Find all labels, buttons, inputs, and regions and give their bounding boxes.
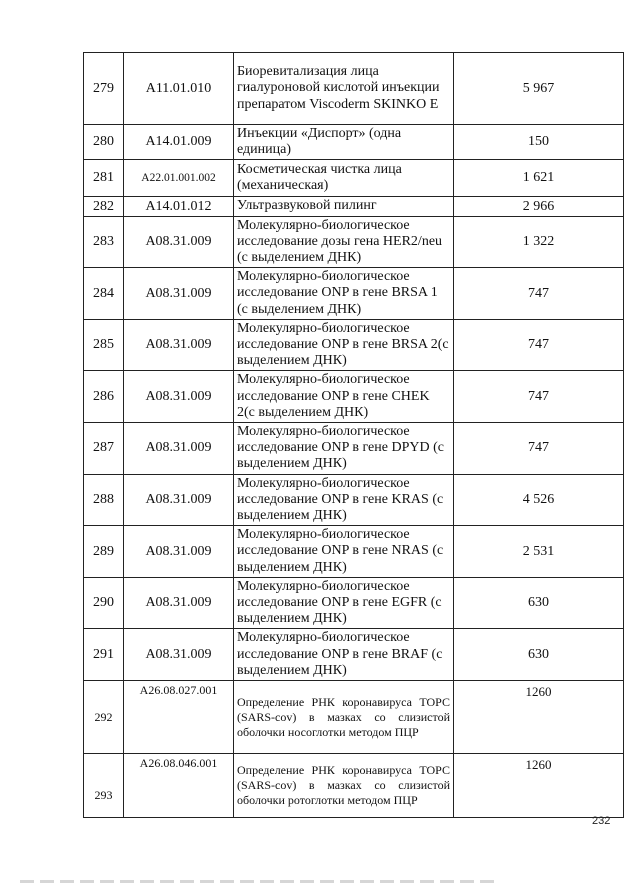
service-price: 2 966 bbox=[454, 197, 624, 216]
service-name: Молекулярно-биологическое исследование ONP в гене BRSA 2(с выделением ДНК) bbox=[234, 319, 454, 371]
service-code: A08.31.009 bbox=[124, 474, 234, 526]
service-price: 1260 bbox=[454, 681, 624, 754]
table-row bbox=[84, 371, 624, 423]
row-number: 291 bbox=[84, 629, 124, 681]
row-number: 280 bbox=[84, 125, 124, 160]
service-name: Инъекции «Диспорт» (одна единица) bbox=[234, 125, 454, 160]
row-number: 293 bbox=[84, 754, 124, 818]
service-price: 150 bbox=[454, 125, 624, 160]
service-price: 1 322 bbox=[454, 216, 624, 268]
service-code: A11.01.010 bbox=[124, 53, 234, 125]
service-code: A14.01.009 bbox=[124, 125, 234, 160]
row-number: 292 bbox=[84, 681, 124, 754]
service-price: 2 531 bbox=[454, 526, 624, 578]
service-name: Определение РНК коронавируса ТОРС (SARS-cov) в мазках со слизистой оболочки ротоглотки методом ПЦР bbox=[234, 754, 454, 818]
service-name: Молекулярно-биологическое исследование ONP в гене BRSA 1 (с выделением ДНК) bbox=[234, 268, 454, 320]
service-code: A08.31.009 bbox=[124, 526, 234, 578]
service-code: A08.31.009 bbox=[124, 423, 234, 475]
service-price: 630 bbox=[454, 577, 624, 629]
service-name: Молекулярно-биологическое исследование ONP в гене DPYD (с выделением ДНК) bbox=[234, 423, 454, 475]
service-name: Молекулярно-биологическое исследование ONP в гене CHEK 2(с выделением ДНК) bbox=[234, 371, 454, 423]
service-name: Молекулярно-биологическое исследование ONP в гене NRAS (с выделением ДНК) bbox=[234, 526, 454, 578]
service-name: Молекулярно-биологическое исследование дозы гена HER2/neu (с выделением ДНК) bbox=[234, 216, 454, 268]
row-number: 285 bbox=[84, 319, 124, 371]
service-price: 5 967 bbox=[454, 53, 624, 125]
page-number: 232 bbox=[592, 815, 611, 827]
service-name: Молекулярно-биологическое исследование ONP в гене EGFR (с выделением ДНК) bbox=[234, 577, 454, 629]
row-number: 283 bbox=[84, 216, 124, 268]
price-table bbox=[83, 52, 624, 818]
service-code: A14.01.012 bbox=[124, 197, 234, 216]
row-number: 279 bbox=[84, 53, 124, 125]
service-price: 4 526 bbox=[454, 474, 624, 526]
service-code: A08.31.009 bbox=[124, 371, 234, 423]
service-code: A26.08.046.001 bbox=[124, 754, 234, 818]
service-code: A08.31.009 bbox=[124, 319, 234, 371]
row-number: 290 bbox=[84, 577, 124, 629]
service-code: A08.31.009 bbox=[124, 268, 234, 320]
service-code: A08.31.009 bbox=[124, 629, 234, 681]
table-row bbox=[84, 268, 624, 320]
scan-artifact bbox=[20, 880, 500, 883]
table-row bbox=[84, 526, 624, 578]
row-number: 289 bbox=[84, 526, 124, 578]
service-price: 747 bbox=[454, 371, 624, 423]
service-price: 1 621 bbox=[454, 160, 624, 197]
table-row bbox=[84, 125, 624, 160]
row-number: 281 bbox=[84, 160, 124, 197]
service-name: Молекулярно-биологическое исследование ONP в гене BRAF (с выделением ДНК) bbox=[234, 629, 454, 681]
table-row bbox=[84, 319, 624, 371]
table-row bbox=[84, 629, 624, 681]
service-code: A08.31.009 bbox=[124, 216, 234, 268]
table-row bbox=[84, 197, 624, 216]
table-row bbox=[84, 216, 624, 268]
service-price: 747 bbox=[454, 319, 624, 371]
service-name: Ультразвуковой пилинг bbox=[234, 197, 454, 216]
service-name: Молекулярно-биологическое исследование ONP в гене KRAS (с выделением ДНК) bbox=[234, 474, 454, 526]
row-number: 288 bbox=[84, 474, 124, 526]
table-row bbox=[84, 160, 624, 197]
service-name: Косметическая чистка лица (механическая) bbox=[234, 160, 454, 197]
service-name: Определение РНК коронавируса ТОРС (SARS-cov) в мазках со слизистой оболочки носоглотки методом ПЦР bbox=[234, 681, 454, 754]
service-code: A22.01.001.002 bbox=[124, 160, 234, 197]
service-price: 747 bbox=[454, 268, 624, 320]
row-number: 287 bbox=[84, 423, 124, 475]
service-code: A08.31.009 bbox=[124, 577, 234, 629]
table-row bbox=[84, 423, 624, 475]
table-row bbox=[84, 577, 624, 629]
table-row bbox=[84, 474, 624, 526]
table-row bbox=[84, 754, 624, 818]
service-price: 1260 bbox=[454, 754, 624, 818]
service-price: 747 bbox=[454, 423, 624, 475]
row-number: 286 bbox=[84, 371, 124, 423]
row-number: 282 bbox=[84, 197, 124, 216]
service-name: Биоревитализация лица гиалуроновой кислотой инъекции препаратом Viscoderm SKINKO E bbox=[234, 53, 454, 125]
row-number: 284 bbox=[84, 268, 124, 320]
service-price: 630 bbox=[454, 629, 624, 681]
table-row bbox=[84, 53, 624, 125]
service-code: A26.08.027.001 bbox=[124, 681, 234, 754]
table-row bbox=[84, 681, 624, 754]
